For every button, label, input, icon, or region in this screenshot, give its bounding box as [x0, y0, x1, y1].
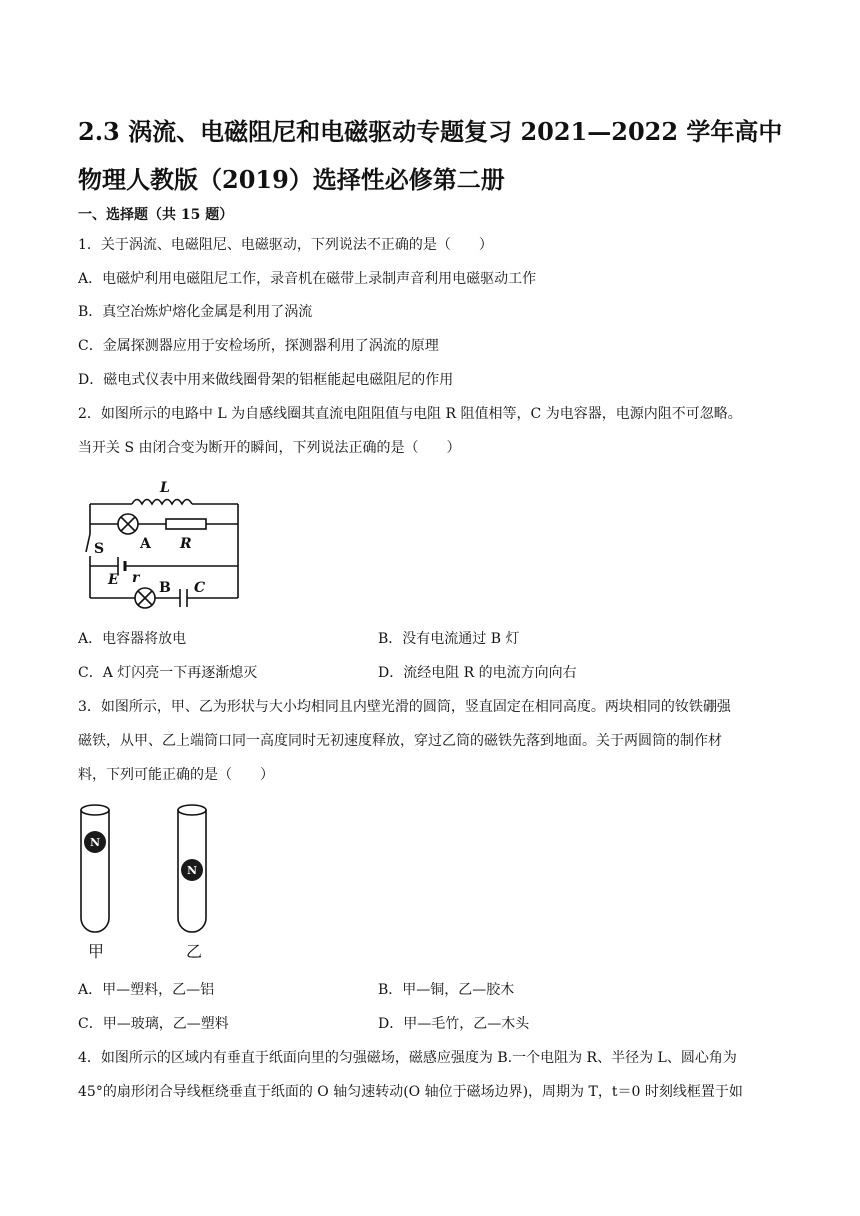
label-capacitor-c: C	[194, 580, 206, 596]
label-lamp-a: A	[140, 536, 151, 552]
label-emf-e: E	[108, 572, 119, 588]
q1-stem: 1．关于涡流、电磁阻尼、电磁驱动，下列说法不正确的是（ ）	[78, 237, 493, 253]
q3-stem-line2: 磁铁，从甲、乙上端筒口同一高度同时无初速度释放，穿过乙筒的磁铁先落到地面。关于两圆筒的制作材	[78, 733, 722, 749]
q1-option-c: C．金属探测器应用于安检场所，探测器利用了涡流的原理	[78, 338, 439, 354]
q2-option-b: B．没有电流通过 B 灯	[378, 631, 520, 647]
magnet-label-yi: N	[186, 864, 198, 877]
magnet-label-jia: N	[89, 836, 101, 849]
q3-tubes-diagram	[74, 800, 234, 965]
q3-stem-line1: 3．如图所示，甲、乙为形状与大小均相同且内壁光滑的圆筒，竖直固定在相同高度。两块相同的钕铁硼强	[78, 699, 731, 715]
q1-option-d: D．磁电式仪表中用来做线圈骨架的铝框能起电磁阻尼的作用	[78, 372, 454, 388]
q3-stem-line3: 料，下列可能正确的是（ ）	[78, 767, 274, 783]
q3-option-b: B．甲—铜，乙—胶木	[378, 982, 515, 998]
q1-option-a: A．电磁炉利用电磁阻尼工作，录音机在磁带上录制声音利用电磁驱动工作	[78, 271, 537, 287]
document-title: 2.3 涡流、电磁阻尼和电磁驱动专题复习 2021—2022 学年高中物理人教版（2019）选择性必修第二册	[78, 117, 783, 194]
q4-stem-line2: 45°的扇形闭合导线框绕垂直于纸面的 O 轴匀速转动(O 轴位于磁场边界)，周期为 T，t＝0 时刻线框置于如	[78, 1084, 743, 1100]
q3-option-d: D．甲—毛竹，乙—木头	[378, 1016, 530, 1032]
q2-stem-line2: 当开关 S 由闭合变为断开的瞬间，下列说法正确的是（ ）	[78, 440, 461, 456]
q2-stem-line1: 2．如图所示的电路中 L 为自感线圈其直流电阻阻值与电阻 R 阻值相等，C 为电容器，电源内阻不可忽略。	[78, 406, 742, 422]
section-heading: 一、选择题（共 15 题）	[78, 207, 234, 223]
q2-option-a: A．电容器将放电	[78, 631, 187, 647]
label-internal-r: r	[132, 570, 140, 586]
label-lamp-b: B	[159, 580, 171, 596]
label-resistor-r: R	[180, 536, 192, 552]
q4-stem-line1: 4．如图所示的区域内有垂直于纸面向里的匀强磁场，磁感应强度为 B.一个电阻为 R、半径为 L、圆心角为	[78, 1050, 737, 1066]
q2-circuit-diagram	[80, 470, 250, 610]
tube-label-yi: 乙	[185, 942, 203, 961]
label-inductor-l: L	[160, 480, 170, 496]
q3-option-a: A．甲—塑料，乙—铝	[78, 982, 215, 998]
q3-option-c: C．甲—玻璃，乙—塑料	[78, 1016, 229, 1032]
q2-option-c: C．A 灯闪亮一下再逐渐熄灭	[78, 665, 258, 681]
q2-option-d: D．流经电阻 R 的电流方向向右	[378, 665, 577, 681]
q1-option-b: B．真空冶炼炉熔化金属是利用了涡流	[78, 304, 313, 320]
label-switch-s: S	[94, 541, 105, 557]
tube-label-jia: 甲	[87, 942, 105, 961]
